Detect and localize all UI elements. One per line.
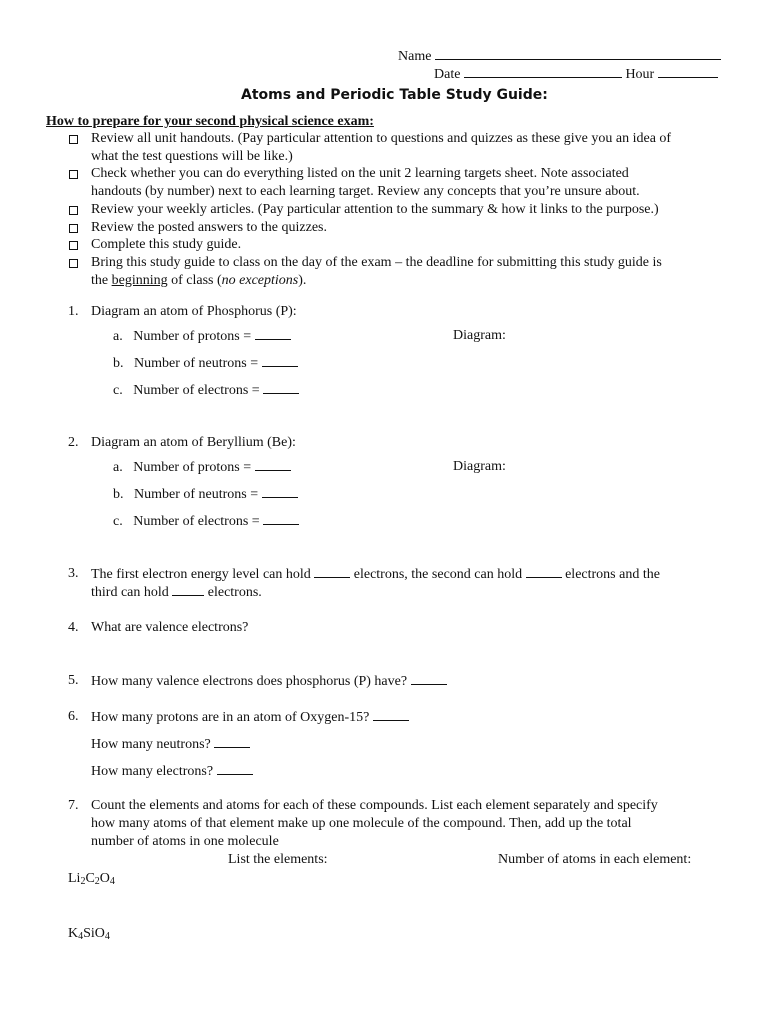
q7-line1: Count the elements and atoms for each of these compounds. List each element separately and specify bbox=[91, 798, 658, 813]
part-letter: c. bbox=[113, 514, 123, 529]
q3-text-d: third can hold bbox=[91, 585, 169, 600]
q7-line2: how many atoms of that element make up one molecule of the compound. Then, add up the total bbox=[91, 816, 632, 831]
checkbox-4[interactable] bbox=[69, 224, 78, 233]
name-blank[interactable] bbox=[435, 47, 721, 60]
q3-number: 3. bbox=[68, 566, 79, 581]
prep-item-4: Review the posted answers to the quizzes. bbox=[91, 220, 327, 235]
q7-number: 7. bbox=[68, 798, 79, 813]
page-title: Atoms and Periodic Table Study Guide: bbox=[241, 87, 548, 103]
q1-part-c bbox=[113, 381, 299, 400]
q5-text: How many valence electrons does phosphorus (P) have? bbox=[91, 674, 408, 689]
q7-line3: number of atoms in one molecule bbox=[91, 834, 279, 849]
q2-text: Diagram an atom of Beryllium (Be): bbox=[91, 435, 296, 450]
formula-subscript: 2 bbox=[80, 876, 86, 887]
part-letter: b. bbox=[113, 356, 124, 371]
checkbox-2[interactable] bbox=[69, 170, 78, 179]
q1-c-blank[interactable] bbox=[263, 381, 299, 394]
part-text: Number of neutrons = bbox=[134, 356, 259, 371]
checkbox-5[interactable] bbox=[69, 241, 78, 250]
date-label: Date bbox=[434, 67, 461, 82]
q2-part-b bbox=[113, 485, 298, 504]
name-line bbox=[398, 47, 721, 66]
prep-item-6-line1: Bring this study guide to class on the day of the exam – the deadline for submitting this study guide is bbox=[91, 255, 662, 270]
q6-sub1 bbox=[91, 735, 250, 754]
q4-number: 4. bbox=[68, 620, 79, 635]
q1-b-blank[interactable] bbox=[262, 354, 298, 367]
checkbox-6[interactable] bbox=[69, 259, 78, 268]
prep-item-5: Complete this study guide. bbox=[91, 237, 242, 252]
part-text: Number of protons = bbox=[133, 329, 252, 344]
text-span: ). bbox=[298, 273, 307, 288]
q2-part-a bbox=[113, 458, 291, 477]
formula-subscript: 4 bbox=[78, 931, 84, 942]
q1-diagram-label: Diagram: bbox=[453, 328, 506, 343]
no-exceptions-italic: no exceptions bbox=[221, 273, 299, 288]
q6-blank-neutrons[interactable] bbox=[214, 735, 250, 748]
q2-part-c bbox=[113, 512, 299, 531]
q1-a-blank[interactable] bbox=[255, 327, 291, 340]
q5-line bbox=[91, 672, 447, 691]
date-hour-line bbox=[434, 65, 718, 84]
prep-item-1-line1: Review all unit handouts. (Pay particular attention to questions and quizzes as these give you an idea of bbox=[91, 131, 672, 146]
q7-col-elements: List the elements: bbox=[228, 852, 328, 867]
prep-item-2-line1: Check whether you can do everything listed on the unit 2 learning targets sheet. Note associated bbox=[91, 166, 629, 181]
q6-text: How many protons are in an atom of Oxygen-15? bbox=[91, 710, 370, 725]
formula-subscript: 4 bbox=[104, 931, 110, 942]
date-blank[interactable] bbox=[464, 65, 622, 78]
q3-text-b: electrons, the second can hold bbox=[353, 567, 523, 582]
q1-part-b bbox=[113, 354, 298, 373]
q6-sub2 bbox=[91, 762, 253, 781]
hour-blank[interactable] bbox=[658, 65, 718, 78]
formula-subscript: 2 bbox=[94, 876, 100, 887]
name-label: Name bbox=[398, 49, 432, 64]
part-letter: b. bbox=[113, 487, 124, 502]
part-text: Number of electrons = bbox=[133, 514, 260, 529]
part-letter: c. bbox=[113, 383, 123, 398]
q2-diagram-label: Diagram: bbox=[453, 459, 506, 474]
hour-label: Hour bbox=[625, 67, 655, 82]
q6-blank-protons[interactable] bbox=[373, 708, 409, 721]
part-letter: a. bbox=[113, 460, 123, 475]
prep-heading: How to prepare for your second physical science exam: bbox=[46, 114, 374, 129]
prep-item-2-line2: handouts (by number) next to each learning target. Review any concepts that you’re unsure about. bbox=[91, 184, 640, 199]
text-span: of class ( bbox=[167, 273, 222, 288]
q3-blank-3[interactable] bbox=[172, 583, 204, 596]
q2-c-blank[interactable] bbox=[263, 512, 299, 525]
q3-line1 bbox=[91, 565, 660, 584]
checkbox-1[interactable] bbox=[69, 135, 78, 144]
q6-number: 6. bbox=[68, 709, 79, 724]
formula-part: K bbox=[68, 926, 79, 941]
prep-item-6-line2 bbox=[91, 272, 306, 290]
formula-part: O bbox=[99, 871, 110, 886]
q6-sub1-text: How many neutrons? bbox=[91, 737, 211, 752]
q3-text-a: The first electron energy level can hold bbox=[91, 567, 311, 582]
q2-b-blank[interactable] bbox=[262, 485, 298, 498]
compound-k4sio4 bbox=[68, 925, 110, 943]
q1-number: 1. bbox=[68, 304, 79, 319]
prep-item-1-line2: what the test questions will be like.) bbox=[91, 149, 293, 164]
q5-number: 5. bbox=[68, 673, 79, 688]
compound-li2c2o4 bbox=[68, 870, 115, 888]
q3-blank-2[interactable] bbox=[526, 565, 562, 578]
q2-number: 2. bbox=[68, 435, 79, 450]
prep-item-3: Review your weekly articles. (Pay particular attention to the summary & how it links to the purpose.) bbox=[91, 202, 659, 217]
q5-blank[interactable] bbox=[411, 672, 447, 685]
q6-sub2-text: How many electrons? bbox=[91, 764, 214, 779]
q3-blank-1[interactable] bbox=[314, 565, 350, 578]
q4-text: What are valence electrons? bbox=[91, 620, 249, 635]
part-letter: a. bbox=[113, 329, 123, 344]
part-text: Number of protons = bbox=[133, 460, 252, 475]
beginning-underlined: beginning bbox=[111, 273, 168, 288]
q6-line bbox=[91, 708, 409, 727]
q3-text-e: electrons. bbox=[207, 585, 262, 600]
text-span: the bbox=[91, 273, 112, 288]
q3-text-c: electrons and the bbox=[565, 567, 660, 582]
q6-blank-electrons[interactable] bbox=[217, 762, 253, 775]
q7-col-atoms: Number of atoms in each element: bbox=[498, 852, 692, 867]
checkbox-3[interactable] bbox=[69, 206, 78, 215]
part-text: Number of electrons = bbox=[133, 383, 260, 398]
part-text: Number of neutrons = bbox=[134, 487, 259, 502]
q2-a-blank[interactable] bbox=[255, 458, 291, 471]
q1-text: Diagram an atom of Phosphorus (P): bbox=[91, 304, 297, 319]
formula-part: SiO bbox=[83, 926, 105, 941]
q1-part-a bbox=[113, 327, 291, 346]
q3-line2 bbox=[91, 583, 262, 602]
formula-part: Li bbox=[68, 871, 81, 886]
formula-part: C bbox=[85, 871, 95, 886]
formula-subscript: 4 bbox=[109, 876, 115, 887]
